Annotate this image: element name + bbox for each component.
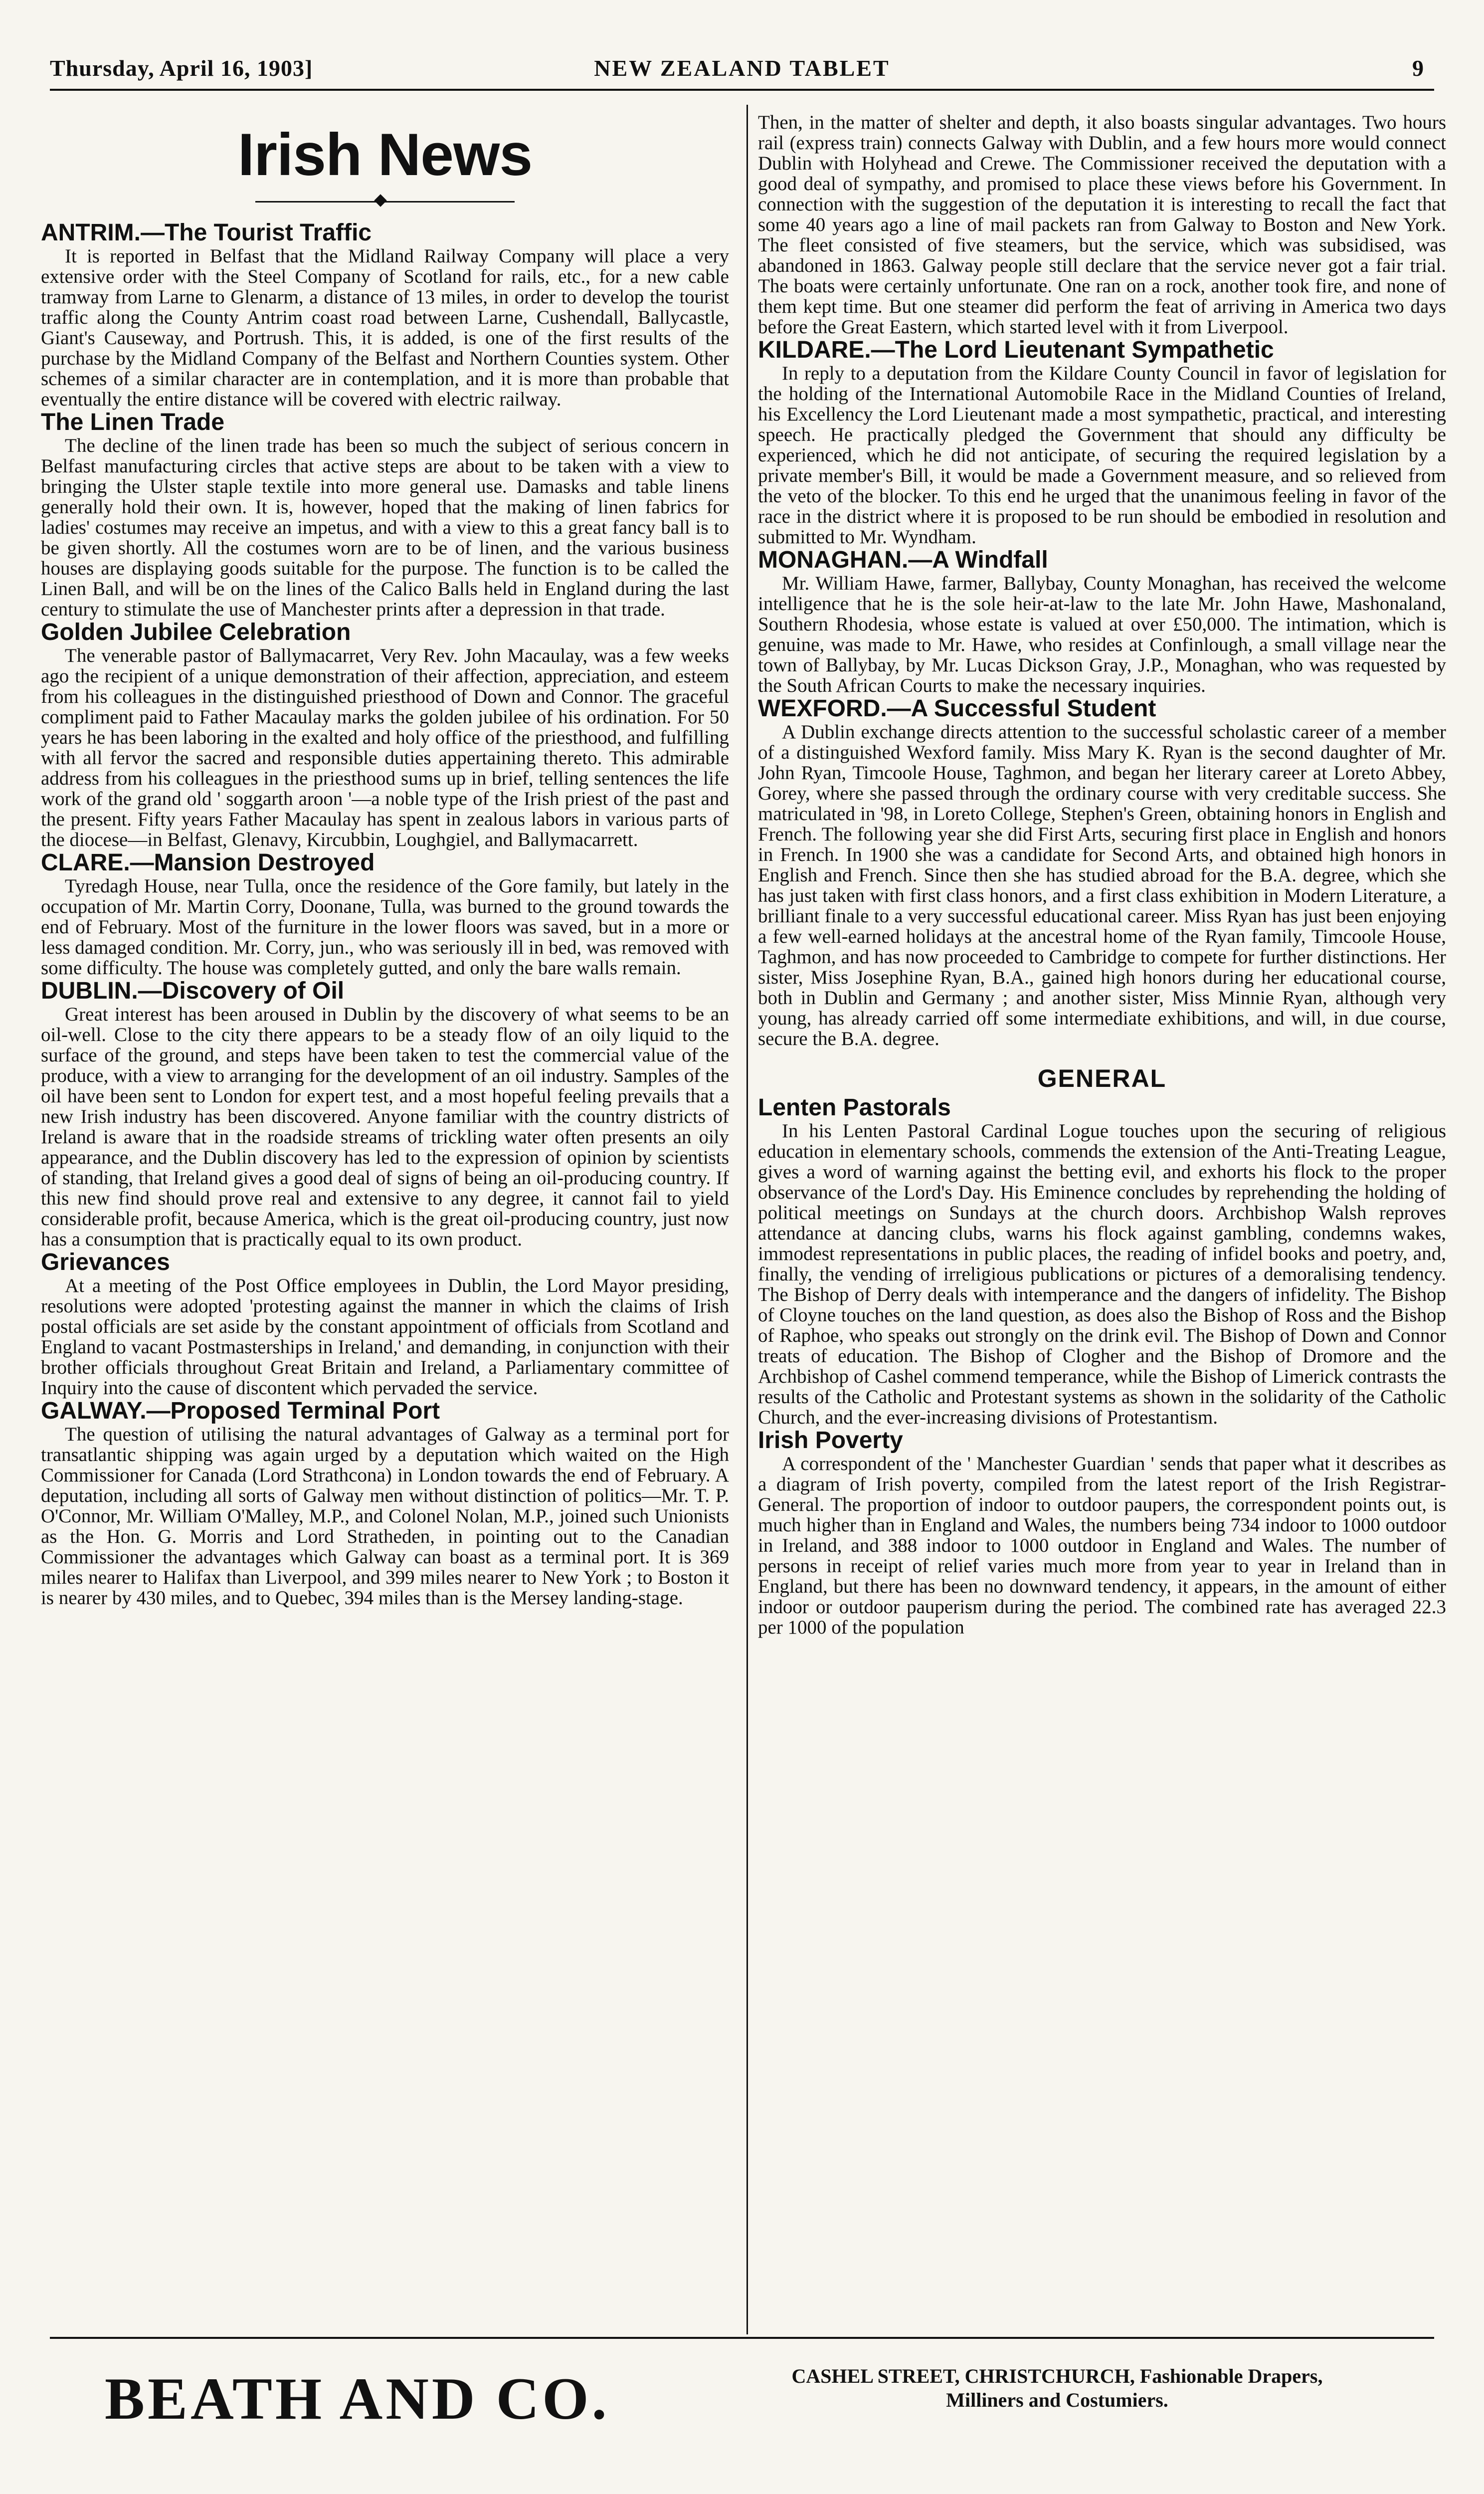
article-paragraph: The question of utilising the natural advantages of Galway as a terminal port for transatlantic shipping was again urged by a deputation which waited on the High Commissioner for Canada (Lord Strathcona) in London towards the end of February. A deputation, including all sorts of Galway men without distinction of politics—Mr. T. P. O'Connor, Mr. William O'Malley, M.P., and Colonel Nolan, M.P., joined such Unionists as the Hon. G. Morris and Lord Stratheden, in pointing out to the Canadian Commissioner the advantages which Galway can boast as a terminal port. It is 369 miles nearer to Halifax than Liverpool, and 399 miles nearer to New York ; to Boston it is nearer by 430 miles, and to Quebec, 394 miles than is the Mersey landing-stage. [41, 1424, 729, 1609]
advertiser-address [688, 2364, 1426, 2412]
article-paragraph: A Dublin exchange directs attention to the successful scholastic career of a member of a distinguished Wexford family. Miss Mary K. Ryan is the second daughter of Mr. John Ryan, Timcoole House, Taghmon, and began her literary career at Loreto Abbey, Gorey, where she passed through the ordinary course with very creditable success. She matriculated in '98, in Loreto College, Stephen's Green, obtaining honors in English and French. The following year she did First Arts, securing first place in English and honors in French. In 1900 she was a candidate for Second Arts, and obtained high honors in English and French. Since then she has studied abroad for the B.A. degree, which she has just taken with first class honors, and a first class exhibition in Modern Literature, a brilliant finale to a very successful educational career. Miss Ryan has just been enjoying a few well-earned holidays at the ancestral home of the Ryan family, Timcoole House, Taghmon, and has now proceeded to Cambridge to compete for further distinctions. Her sister, Miss Josephine Ryan, B.A., gained high honors during her educational course, both in Dublin and Germany ; and another sister, Miss Minnie Ryan, although very young, has already carried off some intermediate exhibitions, and will, in due course, secure the B.A. degree. [758, 721, 1446, 1049]
address-line-1: CASHEL STREET, CHRISTCHURCH, Fashionable Drapers, [791, 2365, 1323, 2387]
general-section-title: GENERAL [1037, 1064, 1167, 1092]
article-paragraph: Great interest has been aroused in Dublin by the discovery of what seems to be an oil-well. Close to the city there appears to be a steady flow of an oily liquid to the surface of the ground, and steps have been taken to test the commercial value of the produce, with a view to arranging for the development of an oil industry. Samples of the oil have been sent to London for expert test, and a most hopeful feeling prevails that a new Irish industry has been discovered. Anyone familiar with the country districts of Ireland is aware that in the roadside streams of trickling water often presents an oily appearance, and the Dublin discovery has led to the expression of opinion by scientists of standing, that Ireland gives a good deal of signs of being an oil-producing country. If this new find should prove real and extensive to any degree, it cannot fail to yield considerable profit, because America, which is the great oil-producing country, just now has a consumption that is practically equal to its own product. [41, 1004, 729, 1250]
address-line-2: Milliners and Costumiers. [946, 2389, 1168, 2411]
general-articles [758, 1095, 1446, 1638]
article-heading: KILDARE.—The Lord Lieutenant Sympathetic [758, 337, 1274, 363]
advertiser-name: BEATH AND CO. [105, 2365, 610, 2432]
article-paragraph: In his Lenten Pastoral Cardinal Logue touches upon the securing of religious education in elementary schools, commends the extension of the Anti-Treating League, gives a word of warning against the betting evil, and exhorts his flock to the proper observance of the Lord's Day. His Eminence concludes by reprehending the holding of political meetings on Sundays at the church doors. Archbishop Walsh reproves attendance at dancing clubs, warns his flock against gambling, condemns wakes, immodest representations in public places, the reading of infidel books and poetry, and, finally, the vending of irreligious publications or pictures of a demoralising tendency. The Bishop of Derry deals with intemperance and the dangers of infidelity. The Bishop of Cloyne touches on the land question, as does also the Bishop of Ross and the Bishop of Raphoe, who speaks out strongly on the drink evil. The Bishop of Down and Connor treats of education. The Bishop of Clogher and the Bishop of Dromore and the Archbishop of Cashel commend temperance, while the Bishop of Limerick contrasts the results of the Catholic and Protestant systems as shown in the solidarity of the Catholic Church, and the ever-increasing divisions of Protestantism. [758, 1120, 1446, 1428]
article-heading: ANTRIM.—The Tourist Traffic [41, 219, 372, 246]
article-heading: DUBLIN.—Discovery of Oil [41, 978, 345, 1004]
column-divider [746, 105, 748, 2334]
left-articles [41, 220, 729, 1608]
left-column [41, 112, 729, 2317]
article-heading: Irish Poverty [758, 1427, 903, 1454]
article-paragraph: In reply to a deputation from the Kildare County Council in favor of legislation for the holding of the International Automobile Race in the Midland Counties of Ireland, his Excellency the Lord Lieutenant made a most sympathetic, practical, and interesting speech. He practically pledged the Government that should any difficulty be experienced, which he did not anticipate, of securing the required legislation by a private member's Bill, it would be made a Government measure, and so relieved from the veto of the blocker. To this end he urged that the unanimous feeling in favor of the race in the district where it is proposed to be run should be embodied in resolution and submitted to Mr. Wyndham. [758, 363, 1446, 548]
page-number: 9 [1412, 55, 1424, 81]
article-heading: MONAGHAN.—A Windfall [758, 547, 1048, 573]
right-articles [758, 337, 1446, 1049]
article-paragraph: Mr. William Hawe, farmer, Ballybay, County Monaghan, has received the welcome intelligence that he is the sole heir-at-law to the late Mr. John Hawe, Mashonaland, Southern Rhodesia, whose estate is valued at over £50,000. The intimation, which is genuine, was made to Mr. Hawe, who resides at Confinlough, a small village near the town of Ballybay, by Mr. Lucas Dickson Gray, J.P., Monaghan, who was requested by the South African Courts to make the necessary inquiries. [758, 573, 1446, 696]
article-paragraph: The decline of the linen trade has been so much the subject of serious concern in Belfast manufacturing circles that active steps are about to be taken with a view to bringing the Ulster staple textile into more general use. Damasks and table linens generally hold their own. It is, however, hoped that the making of linen fabrics for ladies' costumes may receive an impetus, and with a view to this a great fancy ball is to be given shortly. All the costumes worn are to be of linen, and the various business houses are displaying goods suitable for the purpose. The function is to be called the Linen Ball, and will be on the lines of the Calico Balls held in England during the last century to stimulate the use of Manchester prints after a depression in that trade. [41, 435, 729, 620]
article-paragraph: Tyredagh House, near Tulla, once the residence of the Gore family, but lately in the occupation of Mr. Martin Corry, Doonane, Tulla, was burned to the ground towards the end of February. Most of the furniture in the lower floors was saved, but in a more or less damaged condition. Mr. Corry, jun., who was seriously ill in bed, was removed with some difficulty. The house was completely gutted, and only the bare walls remain. [41, 875, 729, 979]
advertisement-footer [50, 2354, 1434, 2454]
newspaper-title: NEW ZEALAND TABLET [594, 55, 890, 81]
right-column [758, 112, 1446, 2317]
article-heading: Golden Jubilee Celebration [41, 619, 351, 645]
article-paragraph: At a meeting of the Post Office employees in Dublin, the Lord Mayor presiding, resolutions were adopted 'protesting against the manner in which the claims of Irish postal officials are set aside by the constant appointment of officials from Scotland and England to vacant Postmasterships in Ireland,' and demanding, in conjunction with their brother officials throughout Great Britain and Ireland, a Parliamentary committee of Inquiry into the cause of discontent which pervaded the service. [41, 1275, 729, 1399]
title-ornament [41, 194, 729, 209]
article-heading: CLARE.—Mansion Destroyed [41, 849, 375, 876]
article-heading: Lenten Pastorals [758, 1094, 951, 1121]
footer-rule [50, 2337, 1434, 2339]
continued-paragraph: Then, in the matter of shelter and depth, it also boasts singular advantages. Two hours rail (express train) connects Galway with Dublin, and a few hours more would connect Dublin with Holyhead and Crewe. The Commissioner received the deputation with a good deal of sympathy, and promised to place these views before his Government. In connection with the suggestion of the deputation it is interesting to recall the fact that some 40 years ago a line of mail packets ran from Galway to Boston and New York. The fleet consisted of five steamers, but the service, which was subsidised, was abandoned in 1863. Galway people still declare that the service never got a fair trial. The boats were certainly unfortunate. One ran on a rock, another took fire, and none of them kept time. But one steamer did perform the feat of arriving in America two days before the Great Eastern, which started level with it from Liverpool. [758, 112, 1446, 338]
article-paragraph: A correspondent of the ' Manchester Guardian ' sends that paper what it describes as a diagram of Irish poverty, compiled from the latest report of the Irish Registrar-General. The proportion of indoor to outdoor paupers, the correspondent points out, is much higher than in England and Wales, the numbers being 734 indoor to 1000 outdoor in Ireland, and 388 indoor to 1000 outdoor in England and Wales. The number of persons in receipt of relief varies much more from year to year in Ireland than in England, but there has been no downward tendency, it appears, in the amount of either indoor or outdoor pauperism during the period. The combined rate has averaged 22.3 per 1000 of the population [758, 1453, 1446, 1638]
masthead [50, 50, 1434, 91]
article-heading: GALWAY.—Proposed Terminal Port [41, 1398, 440, 1424]
article-paragraph: It is reported in Belfast that the Midland Railway Company will place a very extensive order with the Steel Company of Scotland for rails, etc., for a new cable tramway from Larne to Glenarm, a distance of 13 miles, in order to develop the tourist traffic along the County Antrim coast road between Larne, Cushendall, Ballycastle, Giant's Causeway, and Portrush. This, it is added, is one of the first results of the purchase by the Midland Company of the Belfast and Northern Counties system. Other schemes of a similar character are in contemplation, and it is more than probable that eventually the entire distance will be covered with electric railway. [41, 245, 729, 410]
article-heading: Grievances [41, 1249, 170, 1275]
section-title: Irish News [237, 121, 533, 188]
issue-date: Thursday, April 16, 1903] [50, 55, 313, 81]
article-heading: WEXFORD.—A Successful Student [758, 695, 1156, 722]
article-paragraph: The venerable pastor of Ballymacarret, Very Rev. John Macaulay, was a few weeks ago the recipient of a unique demonstration of their affection, appreciation, and esteem from his colleagues in the distinguished priesthood of Down and Connor. The graceful compliment paid to Father Macaulay marks the golden jubilee of his ordination. For 50 years he has been laboring in the exalted and holy office of the priesthood, and fulfilling with all fervor the sacred and responsible duties appertaining thereto. This admirable address from his colleagues in the priesthood sums up in brief, telling sentences the life work of the grand old ' soggarth aroon '—a noble type of the Irish priest of the past and the present. Fifty years Father Macaulay has spent in zealous labors in various parts of the diocese—in Belfast, Glenavy, Kircubbin, Loughgiel, and Ballymacarrett. [41, 645, 729, 850]
article-heading: The Linen Trade [41, 409, 225, 435]
